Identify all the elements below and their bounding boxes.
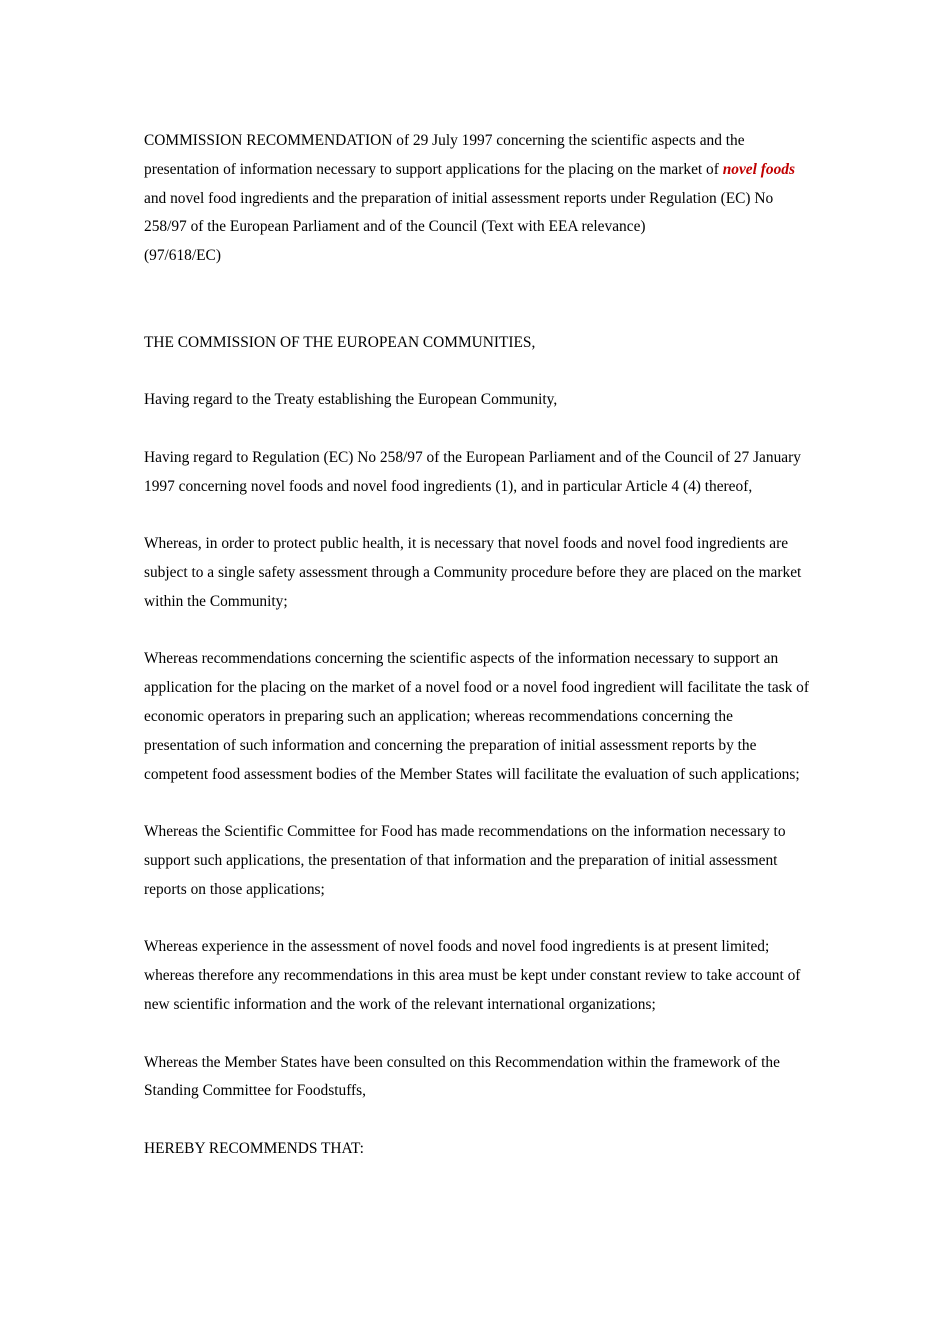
paragraph-whereas-experience: Whereas experience in the assessment of novel foods and novel food ingredients is at present limited; whereas therefore any recommendations in this area must be kept under constant review to take account of new scientific information and the work of the relevant international organizations; [144,938,801,1013]
search-highlight: novel foods [722,160,795,178]
paragraph-regulation: Having regard to Regulation (EC) No 258/97 of the European Parliament and of the Council of 27 January 1997 concerning novel foods and novel food ingredients (1), and in particular Article 4 (4) thereof, [144,448,801,495]
paragraph-whereas-scientific-committee: Whereas the Scientific Committee for Food has made recommendations on the information necessary to support such applications, the presentation of that information and the preparation of initial assessment reports on those applications; [144,823,786,898]
document-reference: (97/618/EC) [144,247,221,265]
title-text [144,127,810,242]
paragraph-hereby-recommends: HEREBY RECOMMENDS THAT: [144,1139,364,1157]
document-title [144,127,810,271]
title-text-after: and novel food ingredients and the preparation of initial assessment reports under Regulation (EC) No 258/97 of the European Parliament and of the Council (Text with EEA relevance) [144,189,774,236]
paragraph-whereas-public-health: Whereas, in order to protect public health, it is necessary that novel foods and novel food ingredients are subject to a single safety assessment through a Community procedure before they are placed on the market within the Community; [144,535,802,610]
title-text-before: COMMISSION RECOMMENDATION of 29 July 1997 concerning the scientific aspects and the presentation of information necessary to support applications for the placing on the market of [144,132,745,178]
paragraph-whereas-recommendations: Whereas recommendations concerning the scientific aspects of the information necessary to support an application for the placing on the market of a novel food or a novel food ingredient will facilitate the task of economic operators in preparing such an application; whereas recommendations concerning the presentation of such information and concerning the preparation of initial assessment reports by the competent food assessment bodies of the Member States will facilitate the evaluation of such applications; [144,650,809,783]
document-page [144,127,810,1164]
paragraph-preamble-heading: THE COMMISSION OF THE EUROPEAN COMMUNITIES, [144,333,536,351]
paragraph-treaty: Having regard to the Treaty establishing the European Community, [144,391,558,409]
paragraph-whereas-member-states: Whereas the Member States have been consulted on this Recommendation within the framework of the Standing Committee for Foodstuffs, [144,1053,780,1100]
